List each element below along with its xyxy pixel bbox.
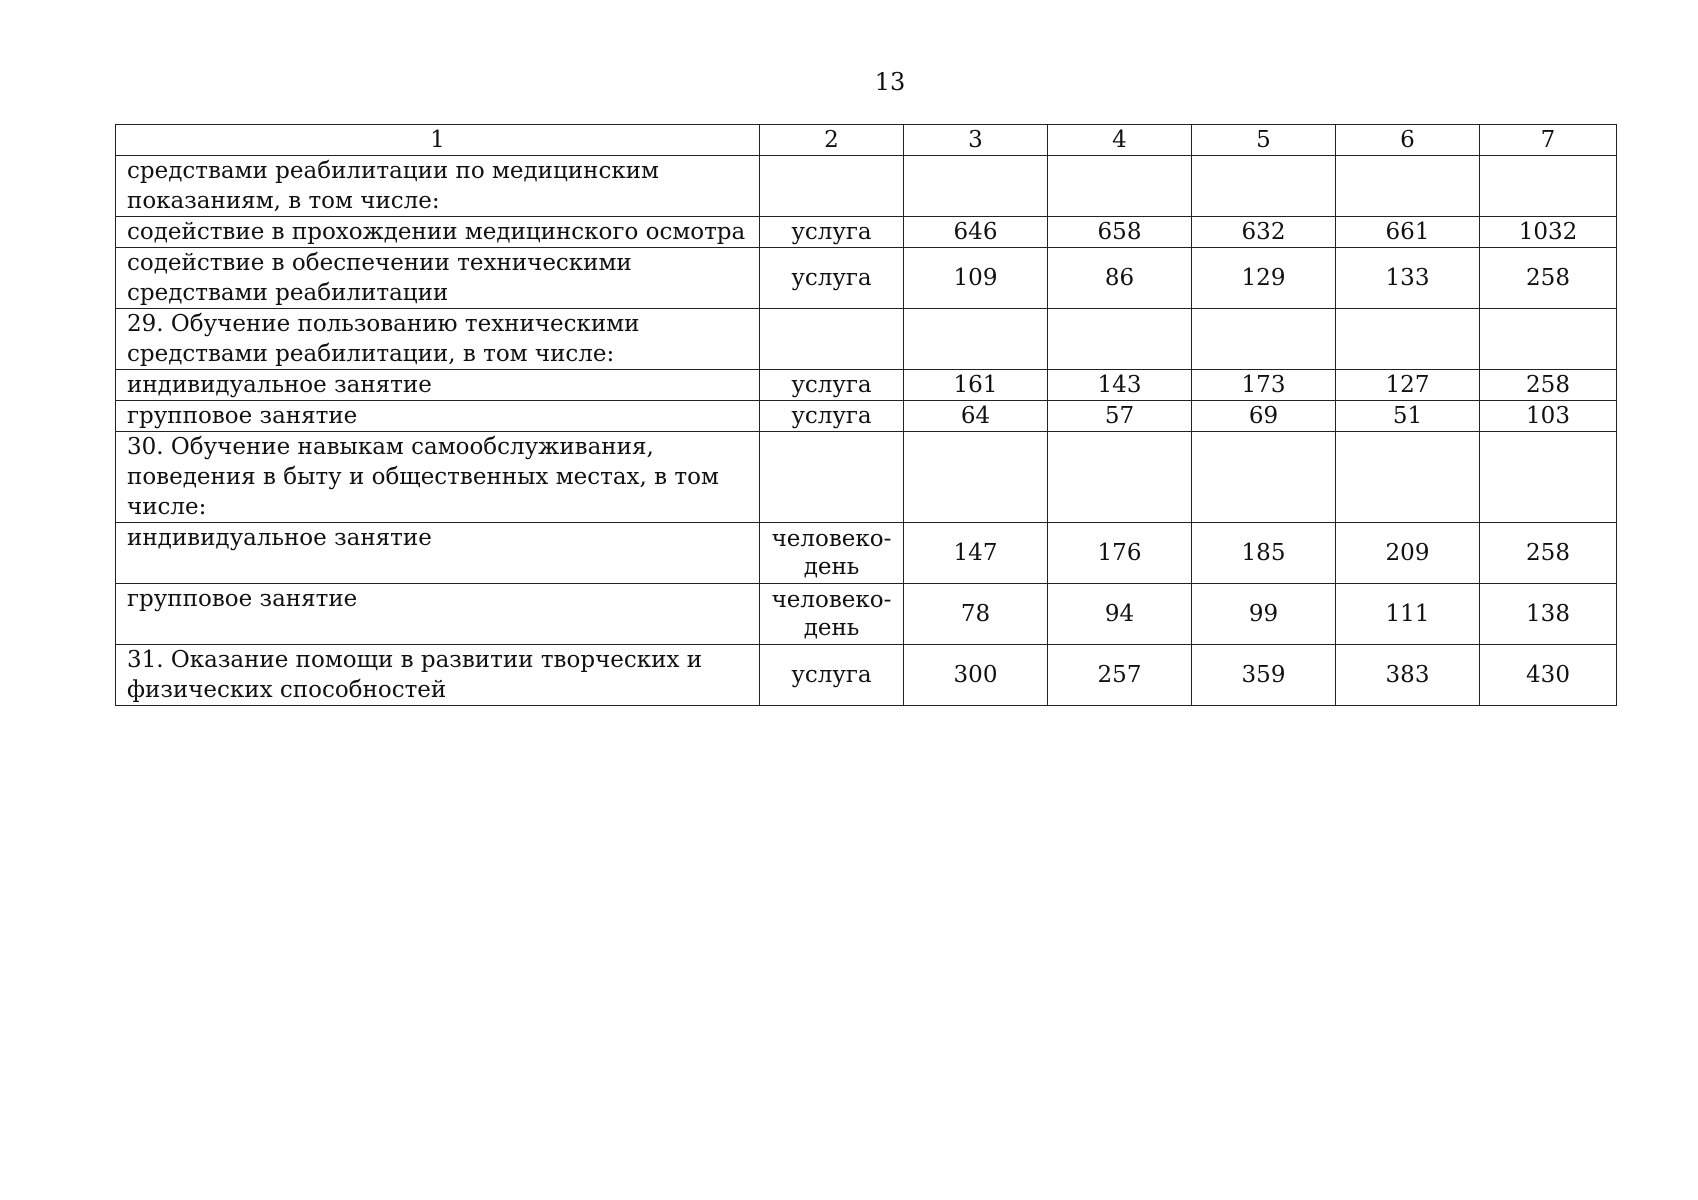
value-cell: 258 bbox=[1480, 370, 1617, 401]
value-cell bbox=[904, 432, 1048, 523]
service-name: индивидуальное занятие bbox=[116, 523, 760, 584]
column-header: 1 bbox=[116, 125, 760, 156]
unit-cell: человеко-день bbox=[760, 523, 904, 584]
value-cell: 109 bbox=[904, 248, 1048, 309]
table-row bbox=[116, 217, 1617, 248]
value-cell: 127 bbox=[1336, 370, 1480, 401]
value-cell: 64 bbox=[904, 401, 1048, 432]
value-cell: 69 bbox=[1192, 401, 1336, 432]
service-name: средствами реабилитации по медицинским показаниям, в том числе: bbox=[116, 156, 760, 217]
column-header: 4 bbox=[1048, 125, 1192, 156]
table-row bbox=[116, 370, 1617, 401]
value-cell bbox=[1048, 309, 1192, 370]
table-row bbox=[116, 401, 1617, 432]
table-row bbox=[116, 309, 1617, 370]
value-cell: 383 bbox=[1336, 645, 1480, 706]
value-cell: 632 bbox=[1192, 217, 1336, 248]
column-header: 3 bbox=[904, 125, 1048, 156]
value-cell: 257 bbox=[1048, 645, 1192, 706]
value-cell: 258 bbox=[1480, 248, 1617, 309]
unit-cell bbox=[760, 309, 904, 370]
column-header: 2 bbox=[760, 125, 904, 156]
value-cell: 133 bbox=[1336, 248, 1480, 309]
value-cell: 57 bbox=[1048, 401, 1192, 432]
service-name: групповое занятие bbox=[116, 584, 760, 645]
value-cell bbox=[904, 156, 1048, 217]
unit-cell: услуга bbox=[760, 370, 904, 401]
value-cell bbox=[1336, 309, 1480, 370]
column-header: 7 bbox=[1480, 125, 1617, 156]
value-cell bbox=[1480, 156, 1617, 217]
value-cell: 185 bbox=[1192, 523, 1336, 584]
table-row bbox=[116, 156, 1617, 217]
value-cell: 138 bbox=[1480, 584, 1617, 645]
value-cell: 359 bbox=[1192, 645, 1336, 706]
unit-cell: услуга bbox=[760, 401, 904, 432]
value-cell bbox=[1336, 156, 1480, 217]
value-cell: 1032 bbox=[1480, 217, 1617, 248]
value-cell: 661 bbox=[1336, 217, 1480, 248]
value-cell bbox=[1192, 309, 1336, 370]
service-name: индивидуальное занятие bbox=[116, 370, 760, 401]
value-cell: 658 bbox=[1048, 217, 1192, 248]
table-row bbox=[116, 523, 1617, 584]
unit-cell bbox=[760, 432, 904, 523]
value-cell: 646 bbox=[904, 217, 1048, 248]
value-cell: 258 bbox=[1480, 523, 1617, 584]
unit-cell: услуга bbox=[760, 217, 904, 248]
unit-cell: человеко-день bbox=[760, 584, 904, 645]
table-row bbox=[116, 584, 1617, 645]
value-cell bbox=[1336, 432, 1480, 523]
service-name: 30. Обучение навыкам самообслуживания, поведения в быту и общественных местах, в том числе: bbox=[116, 432, 760, 523]
value-cell bbox=[1480, 432, 1617, 523]
table-row bbox=[116, 645, 1617, 706]
value-cell: 147 bbox=[904, 523, 1048, 584]
value-cell: 111 bbox=[1336, 584, 1480, 645]
value-cell: 161 bbox=[904, 370, 1048, 401]
value-cell: 143 bbox=[1048, 370, 1192, 401]
value-cell: 94 bbox=[1048, 584, 1192, 645]
unit-cell: услуга bbox=[760, 248, 904, 309]
value-cell bbox=[1480, 309, 1617, 370]
value-cell: 300 bbox=[904, 645, 1048, 706]
value-cell bbox=[904, 309, 1048, 370]
value-cell bbox=[1048, 432, 1192, 523]
value-cell bbox=[1192, 432, 1336, 523]
table-row bbox=[116, 248, 1617, 309]
service-name: 29. Обучение пользованию техническими средствами реабилитации, в том числе: bbox=[116, 309, 760, 370]
service-name: содействие в прохождении медицинского осмотра bbox=[116, 217, 760, 248]
value-cell: 86 bbox=[1048, 248, 1192, 309]
page-number: 13 bbox=[874, 68, 906, 96]
value-cell: 99 bbox=[1192, 584, 1336, 645]
service-name: содействие в обеспечении техническими средствами реабилитации bbox=[116, 248, 760, 309]
value-cell: 51 bbox=[1336, 401, 1480, 432]
unit-cell: услуга bbox=[760, 645, 904, 706]
value-cell: 209 bbox=[1336, 523, 1480, 584]
value-cell: 78 bbox=[904, 584, 1048, 645]
column-header: 6 bbox=[1336, 125, 1480, 156]
value-cell bbox=[1192, 156, 1336, 217]
column-header: 5 bbox=[1192, 125, 1336, 156]
value-cell bbox=[1048, 156, 1192, 217]
service-name: 31. Оказание помощи в развитии творческих и физических способностей bbox=[116, 645, 760, 706]
header-row bbox=[116, 125, 1617, 156]
service-name: групповое занятие bbox=[116, 401, 760, 432]
table-row bbox=[116, 432, 1617, 523]
value-cell: 430 bbox=[1480, 645, 1617, 706]
value-cell: 176 bbox=[1048, 523, 1192, 584]
services-table bbox=[115, 124, 1617, 706]
value-cell: 129 bbox=[1192, 248, 1336, 309]
value-cell: 103 bbox=[1480, 401, 1617, 432]
unit-cell bbox=[760, 156, 904, 217]
value-cell: 173 bbox=[1192, 370, 1336, 401]
